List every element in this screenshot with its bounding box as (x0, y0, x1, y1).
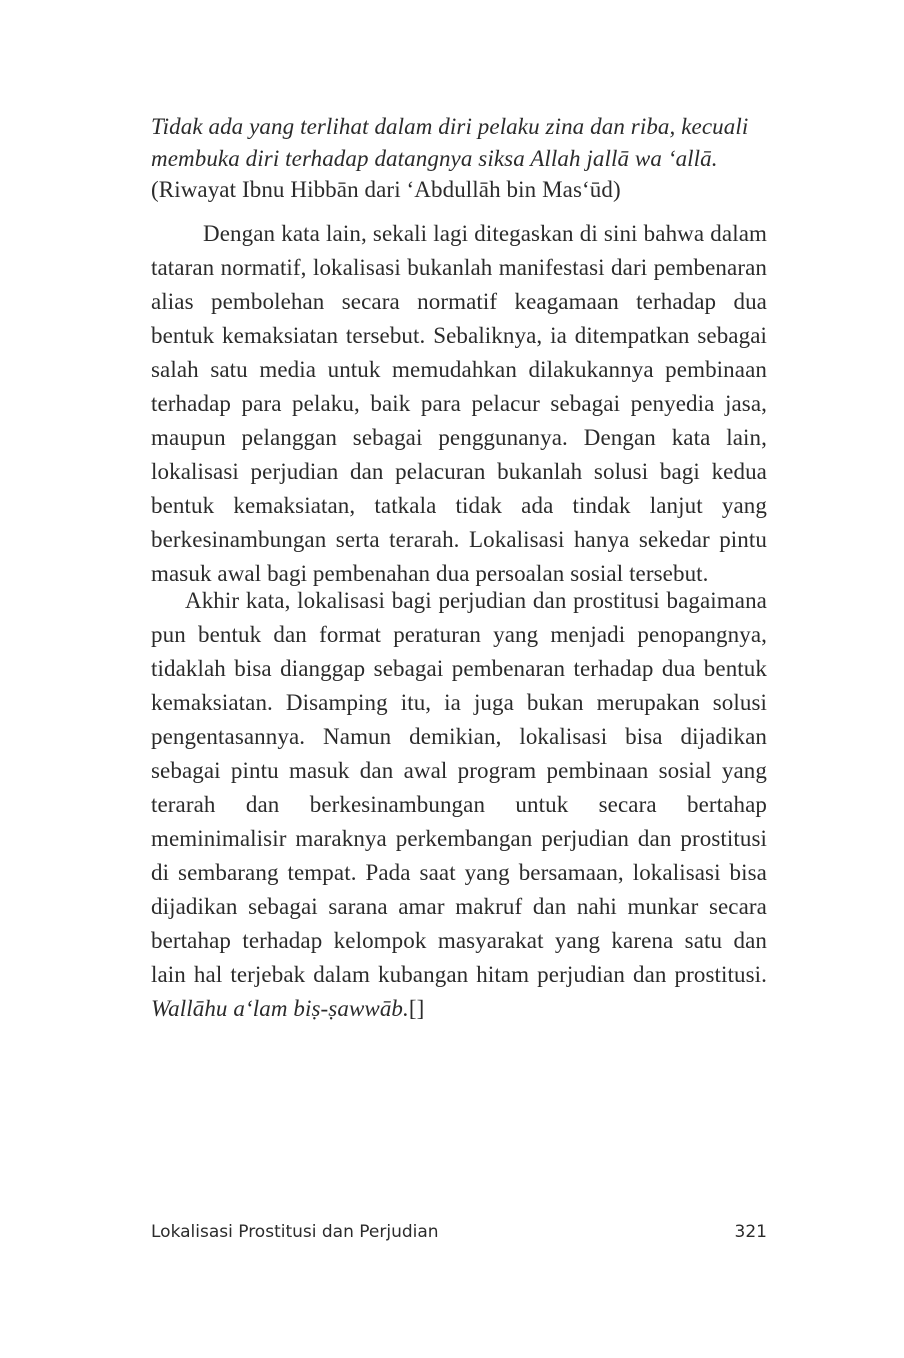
closing-phrase: Wallāhu a‘lam biṣ-ṣawwāb. (151, 996, 409, 1021)
running-footer-title: Lokalisasi Prostitusi dan Perjudian (151, 1222, 439, 1242)
quote-block (151, 111, 767, 206)
page-number: 321 (734, 1222, 767, 1242)
paragraph-1: Dengan kata lain, sekali lagi ditegaskan di sini bahwa dalam tataran normatif, lokalisasi bukanlah manifestasi dari pembenaran alias pembolehan secara normatif keagamaan terhadap dua bentuk kemaksiatan tersebut. Sebaliknya, ia ditempatkan sebagai salah satu media untuk memudahkan dilakukannya pembinaan terhadap para pelaku, baik para pelacur sebagai penyedia jasa, maupun pelanggan sebagai penggunanya. Dengan kata lain, lokalisasi perjudian dan pelacuran bukanlah solusi bagi kedua bentuk kemaksiatan, tatkala tidak ada tindak lanjut yang berkesinambungan serta terarah. Lokalisasi hanya sekedar pintu masuk awal bagi pembenahan dua persoalan sosial tersebut. (151, 221, 767, 586)
hadith-source: (Riwayat Ibnu Hibbān dari ‘Abdullāh bin Mas‘ūd) (151, 177, 621, 202)
paragraph-2-block (151, 584, 767, 1026)
paragraph-2: Akhir kata, lokalisasi bagi perjudian dan prostitusi bagaimana pun bentuk dan format peraturan yang menjadi penopangnya, tidaklah bisa dianggap sebagai pembenaran terhadap dua bentuk kemaksiatan. Disamping itu, ia juga bukan merupakan solusi pengentasannya. Namun demikian, lokalisasi bisa dijadikan sebagai pintu masuk dan awal program pembinaan sosial yang terarah dan berkesinambungan untuk secara bertahap meminimalisir maraknya perkembangan perjudian dan prostitusi di sembarang tempat. Pada saat yang bersamaan, lokalisasi bisa dijadikan sebagai sarana amar makruf dan nahi munkar secara bertahap terhadap kelompok masyarakat yang karena satu dan lain hal terjebak dalam kubangan hitam perjudian dan prostitusi. (151, 588, 767, 987)
page-footer (151, 1222, 767, 1248)
hadith-translation: Tidak ada yang terlihat dalam diri pelaku zina dan riba, kecuali membuka diri terhadap datangnya siksa Allah jallā wa ‘allā. (151, 114, 749, 171)
end-mark: [] (408, 996, 425, 1021)
